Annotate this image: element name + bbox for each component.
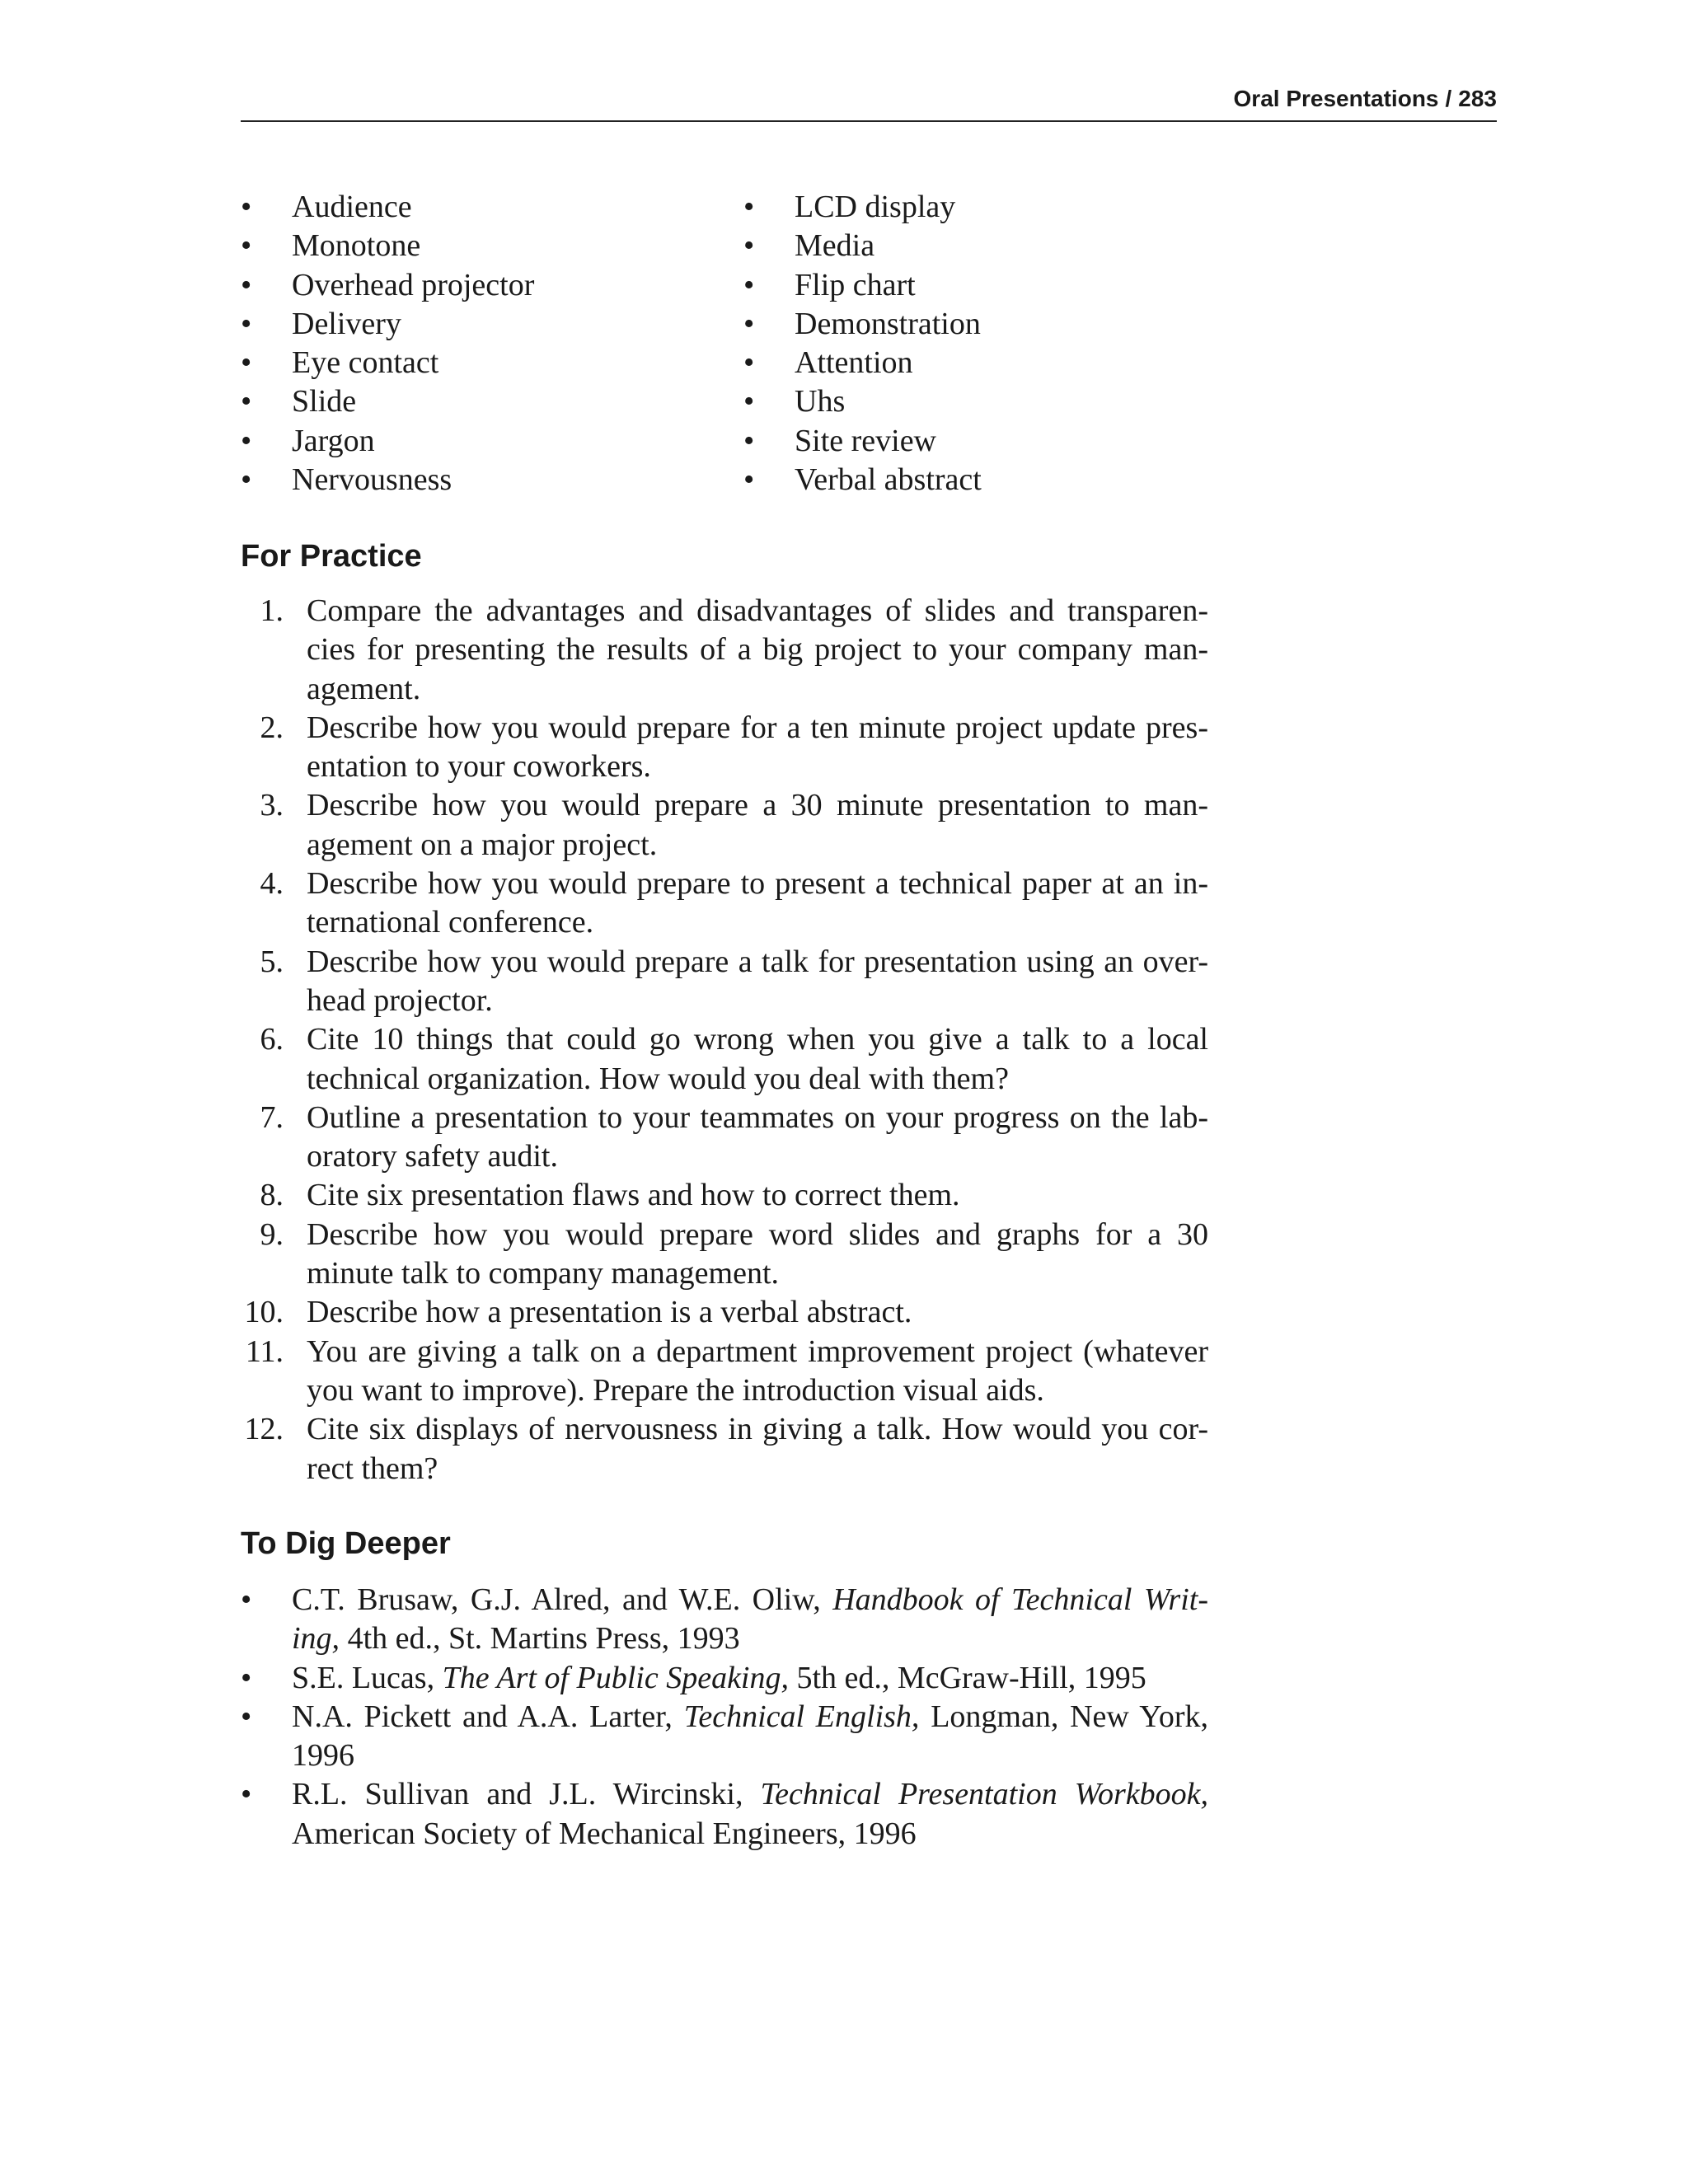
bullet-icon: • xyxy=(743,462,755,498)
for-practice-heading: For Practice xyxy=(241,539,422,574)
practice-item-number: 5. xyxy=(260,944,284,979)
key-term-item xyxy=(743,422,1246,461)
bullet-icon: • xyxy=(743,190,755,224)
key-term-item xyxy=(241,188,743,227)
bullet-icon: • xyxy=(241,423,252,458)
bullet-icon: • xyxy=(241,345,252,381)
reference-publisher: 5th ed., McGraw-Hill, 1995 xyxy=(789,1660,1146,1695)
practice-item-number: 1. xyxy=(260,593,284,628)
practice-item-number: 11. xyxy=(245,1333,284,1369)
key-term-text: Nervousness xyxy=(292,462,452,498)
key-term-text: Attention xyxy=(795,345,913,381)
reference-item xyxy=(241,1581,1208,1659)
bullet-icon: • xyxy=(241,190,252,224)
practice-item xyxy=(241,1293,1208,1332)
bullet-icon: • xyxy=(743,306,755,341)
key-term-item xyxy=(241,422,743,461)
practice-item xyxy=(241,592,1208,709)
bullet-icon: • xyxy=(241,1699,252,1734)
bullet-icon: • xyxy=(743,423,755,458)
key-terms-right-column xyxy=(743,188,1246,499)
bullet-icon: • xyxy=(743,267,755,302)
reference-title: The Art of Public Speaking, xyxy=(442,1660,789,1695)
key-term-item xyxy=(241,305,743,344)
reference-title: Technical Presentation Workbook, xyxy=(760,1777,1208,1812)
practice-item xyxy=(241,1333,1208,1411)
key-term-item xyxy=(241,344,743,382)
practice-item-number: 4. xyxy=(260,866,284,902)
running-header-separator: / xyxy=(1445,86,1452,111)
practice-item xyxy=(241,709,1208,787)
references-list xyxy=(241,1581,1208,1854)
reference-item xyxy=(241,1775,1208,1854)
practice-item-text: Outline a presentation to your teammates on your progress on the lab-oratory safety audit. xyxy=(307,1099,1208,1174)
bullet-icon: • xyxy=(743,345,755,381)
key-term-text: Monotone xyxy=(292,228,421,264)
reference-authors: S.E. Lucas, xyxy=(292,1660,443,1695)
key-term-text: Verbal abstract xyxy=(795,462,982,498)
running-header xyxy=(241,82,1497,122)
reference-title: Technical English, xyxy=(683,1699,920,1734)
practice-item-text: Describe how you would prepare for a ten minute project update pres-entation to your coworkers. xyxy=(307,710,1208,785)
practice-item-number: 3. xyxy=(260,788,284,823)
key-term-item xyxy=(743,266,1246,305)
key-term-item xyxy=(241,461,743,499)
key-term-text: Site review xyxy=(795,423,937,458)
reference-title: Handbook of Technical Writ-ing, xyxy=(292,1582,1208,1657)
key-term-text: Flip chart xyxy=(795,267,916,302)
bullet-icon: • xyxy=(241,1660,252,1695)
reference-authors: N.A. Pickett and A.A. Larter, xyxy=(292,1699,684,1734)
bullet-icon: • xyxy=(241,1777,252,1812)
key-term-item xyxy=(743,461,1246,499)
practice-item xyxy=(241,1176,1208,1215)
key-terms-list xyxy=(241,188,1312,499)
practice-item-text: Describe how you would prepare word slides and graphs for a 30 minute talk to company management. xyxy=(307,1216,1208,1291)
key-term-item xyxy=(241,382,743,421)
practice-item-text: Cite six displays of nervousness in giving a talk. How would you cor-rect them? xyxy=(307,1412,1208,1486)
practice-item-text: Describe how a presentation is a verbal abstract. xyxy=(307,1295,912,1330)
key-term-text: Uhs xyxy=(795,384,846,419)
practice-item xyxy=(241,865,1208,943)
key-term-item xyxy=(241,227,743,265)
key-term-item xyxy=(241,266,743,305)
key-term-text: Audience xyxy=(292,190,412,224)
bullet-icon: • xyxy=(743,384,755,419)
practice-item xyxy=(241,1099,1208,1177)
to-dig-deeper-heading: To Dig Deeper xyxy=(241,1526,451,1561)
reference-authors: C.T. Brusaw, G.J. Alred, and W.E. Oliw, xyxy=(292,1582,833,1617)
bullet-icon: • xyxy=(241,1582,252,1617)
practice-item-number: 8. xyxy=(260,1178,284,1213)
reference-publisher: Longman, New York, 1996 xyxy=(292,1699,1208,1774)
key-term-item xyxy=(743,227,1246,265)
page-number: 283 xyxy=(1458,86,1497,111)
practice-item-number: 2. xyxy=(260,710,284,745)
practice-list xyxy=(241,592,1208,1488)
reference-authors: R.L. Sullivan and J.L. Wircinski, xyxy=(292,1777,761,1812)
practice-item xyxy=(241,943,1208,1021)
bullet-icon: • xyxy=(241,306,252,341)
practice-item-number: 10. xyxy=(244,1295,284,1330)
practice-item xyxy=(241,1410,1208,1488)
key-term-text: Delivery xyxy=(292,306,401,341)
practice-item xyxy=(241,786,1208,865)
key-term-text: Eye contact xyxy=(292,345,439,381)
reference-publisher: American Society of Mechanical Engineers, 1996 xyxy=(292,1816,917,1851)
practice-item-text: Cite six presentation flaws and how to correct them. xyxy=(307,1178,960,1213)
key-term-text: Slide xyxy=(292,384,357,419)
practice-item-text: Compare the advantages and disadvantages of slides and transparen-cies for presenting the results of a big project to your company man-agement. xyxy=(307,593,1208,706)
key-term-text: Jargon xyxy=(292,423,375,458)
key-term-item xyxy=(743,188,1246,227)
key-term-item xyxy=(743,382,1246,421)
key-term-text: Media xyxy=(795,228,875,264)
practice-item xyxy=(241,1216,1208,1294)
practice-item-text: Describe how you would prepare a 30 minute presentation to man-agement on a major project. xyxy=(307,788,1208,862)
key-term-item xyxy=(743,344,1246,382)
reference-publisher: 4th ed., St. Martins Press, 1993 xyxy=(340,1621,740,1657)
practice-item-text: You are giving a talk on a department improvement project (whatever you want to improve). Prepare the introduction visual aids. xyxy=(307,1333,1208,1408)
key-terms-left-column xyxy=(241,188,743,499)
key-term-text: LCD display xyxy=(795,190,956,224)
running-header-section: Oral Presentations xyxy=(1233,86,1439,111)
practice-item-text: Describe how you would prepare to present a technical paper at an in-ternational conference. xyxy=(307,866,1208,940)
reference-item xyxy=(241,1659,1208,1698)
practice-item-text: Describe how you would prepare a talk for presentation using an over-head projector. xyxy=(307,944,1208,1018)
practice-item-text: Cite 10 things that could go wrong when you give a talk to a local technical organization. How would you deal with them? xyxy=(307,1022,1208,1096)
key-term-item xyxy=(743,305,1246,344)
practice-item-number: 12. xyxy=(244,1412,284,1447)
bullet-icon: • xyxy=(241,462,252,498)
bullet-icon: • xyxy=(241,228,252,264)
practice-item xyxy=(241,1020,1208,1099)
bullet-icon: • xyxy=(241,384,252,419)
bullet-icon: • xyxy=(241,267,252,302)
practice-item-number: 9. xyxy=(260,1216,284,1252)
reference-item xyxy=(241,1698,1208,1776)
key-term-text: Overhead projector xyxy=(292,267,535,302)
practice-item-number: 6. xyxy=(260,1022,284,1057)
practice-item-number: 7. xyxy=(260,1099,284,1135)
key-term-text: Demonstration xyxy=(795,306,981,341)
bullet-icon: • xyxy=(743,228,755,264)
